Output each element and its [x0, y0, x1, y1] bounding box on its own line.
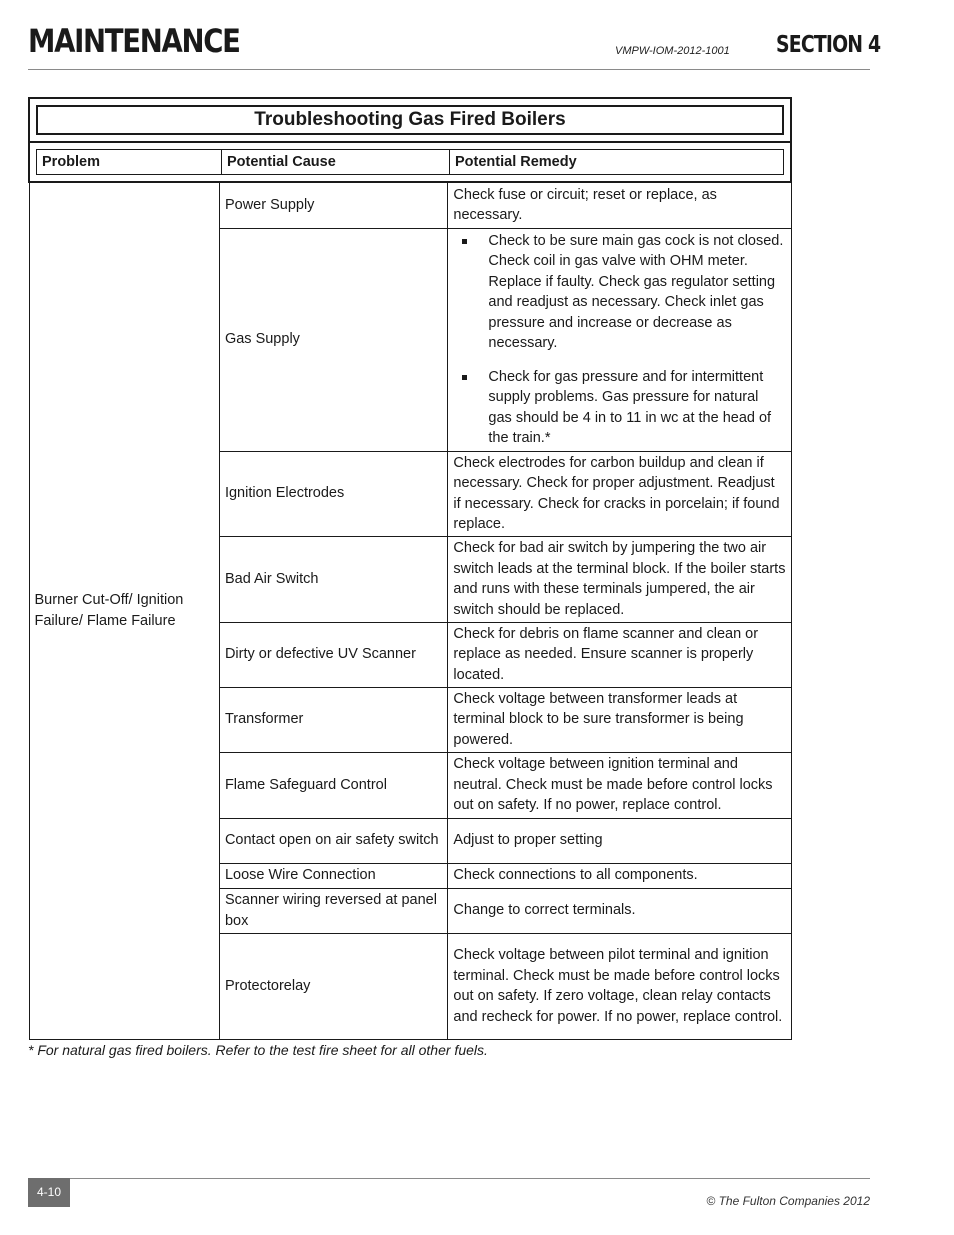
cause-cell: Contact open on air safety switch [219, 818, 447, 863]
section-label: SECTION 4 [776, 32, 881, 58]
header-divider [28, 69, 870, 70]
cause-cell: Power Supply [219, 182, 447, 228]
problem-cell: Burner Cut-Off/ Ignition Failure/ Flame Failure [29, 182, 219, 1039]
column-header-cause: Potential Cause [222, 150, 450, 174]
remedy-cell [448, 228, 791, 451]
remedy-cell: Check fuse or circuit; reset or replace, as necessary. [448, 182, 791, 228]
remedy-bullet: Check to be sure main gas cock is not closed. Check coil in gas valve with OHM meter. Replace if faulty. Check gas regulator setting and readjust as necessary. Check inlet gas pressure and increase or decrease as necessary. [453, 231, 785, 367]
remedy-cell: Check for debris on flame scanner and clean or replace as needed. Ensure scanner is properly located. [448, 622, 791, 687]
remedy-cell: Check voltage between pilot terminal and ignition terminal. Check must be made before control locks out on safety. If zero voltage, clean relay contacts and recheck for power. If no power, replace control. [448, 933, 791, 1039]
footer-divider [28, 1178, 870, 1179]
remedy-cell: Check for bad air switch by jumpering the two air switch leads at the terminal block. If the boiler starts and runs with these terminals jumpered, the air switch should be replaced. [448, 536, 791, 622]
cause-cell: Ignition Electrodes [219, 451, 447, 536]
table-title: Troubleshooting Gas Fired Boilers [36, 105, 784, 135]
remedy-cell: Check connections to all components. [448, 863, 791, 888]
footnote: * For natural gas fired boilers. Refer to the test fire sheet for all other fuels. [28, 1042, 488, 1058]
cause-cell: Transformer [219, 687, 447, 752]
table-header-row [29, 142, 791, 182]
cause-cell: Flame Safeguard Control [219, 752, 447, 818]
cause-cell: Scanner wiring reversed at panel box [219, 888, 447, 933]
cause-cell: Gas Supply [219, 228, 447, 451]
page-title: MAINTENANCE [28, 22, 240, 60]
remedy-cell: Check voltage between ignition terminal and neutral. Check must be made before control locks out on safety. If no power, replace control. [448, 752, 791, 818]
remedy-cell: Adjust to proper setting [448, 818, 791, 863]
table-title-row [29, 98, 791, 142]
cause-cell: Protectorelay [219, 933, 447, 1039]
document-code: VMPW-IOM-2012-1001 [615, 45, 730, 57]
cause-cell: Bad Air Switch [219, 536, 447, 622]
copyright: © The Fulton Companies 2012 [706, 1194, 870, 1208]
remedy-cell: Change to correct terminals. [448, 888, 791, 933]
troubleshooting-table [28, 97, 792, 1040]
column-header-remedy: Potential Remedy [455, 154, 577, 170]
cause-cell: Loose Wire Connection [219, 863, 447, 888]
remedy-cell: Check electrodes for carbon buildup and clean if necessary. Check for proper adjustment. Readjust if necessary. Check for cracks in porcelain; if found replace. [448, 451, 791, 536]
table-row [29, 182, 791, 228]
cause-cell: Dirty or defective UV Scanner [219, 622, 447, 687]
column-header-problem: Problem [37, 150, 222, 174]
page-number: 4-10 [28, 1178, 70, 1207]
remedy-bullet: Check for gas pressure and for intermittent supply problems. Gas pressure for natural gas should be 4 in to 11 in wc at the head of the train.* [453, 367, 785, 449]
remedy-cell: Check voltage between transformer leads at terminal block to be sure transformer is being powered. [448, 687, 791, 752]
